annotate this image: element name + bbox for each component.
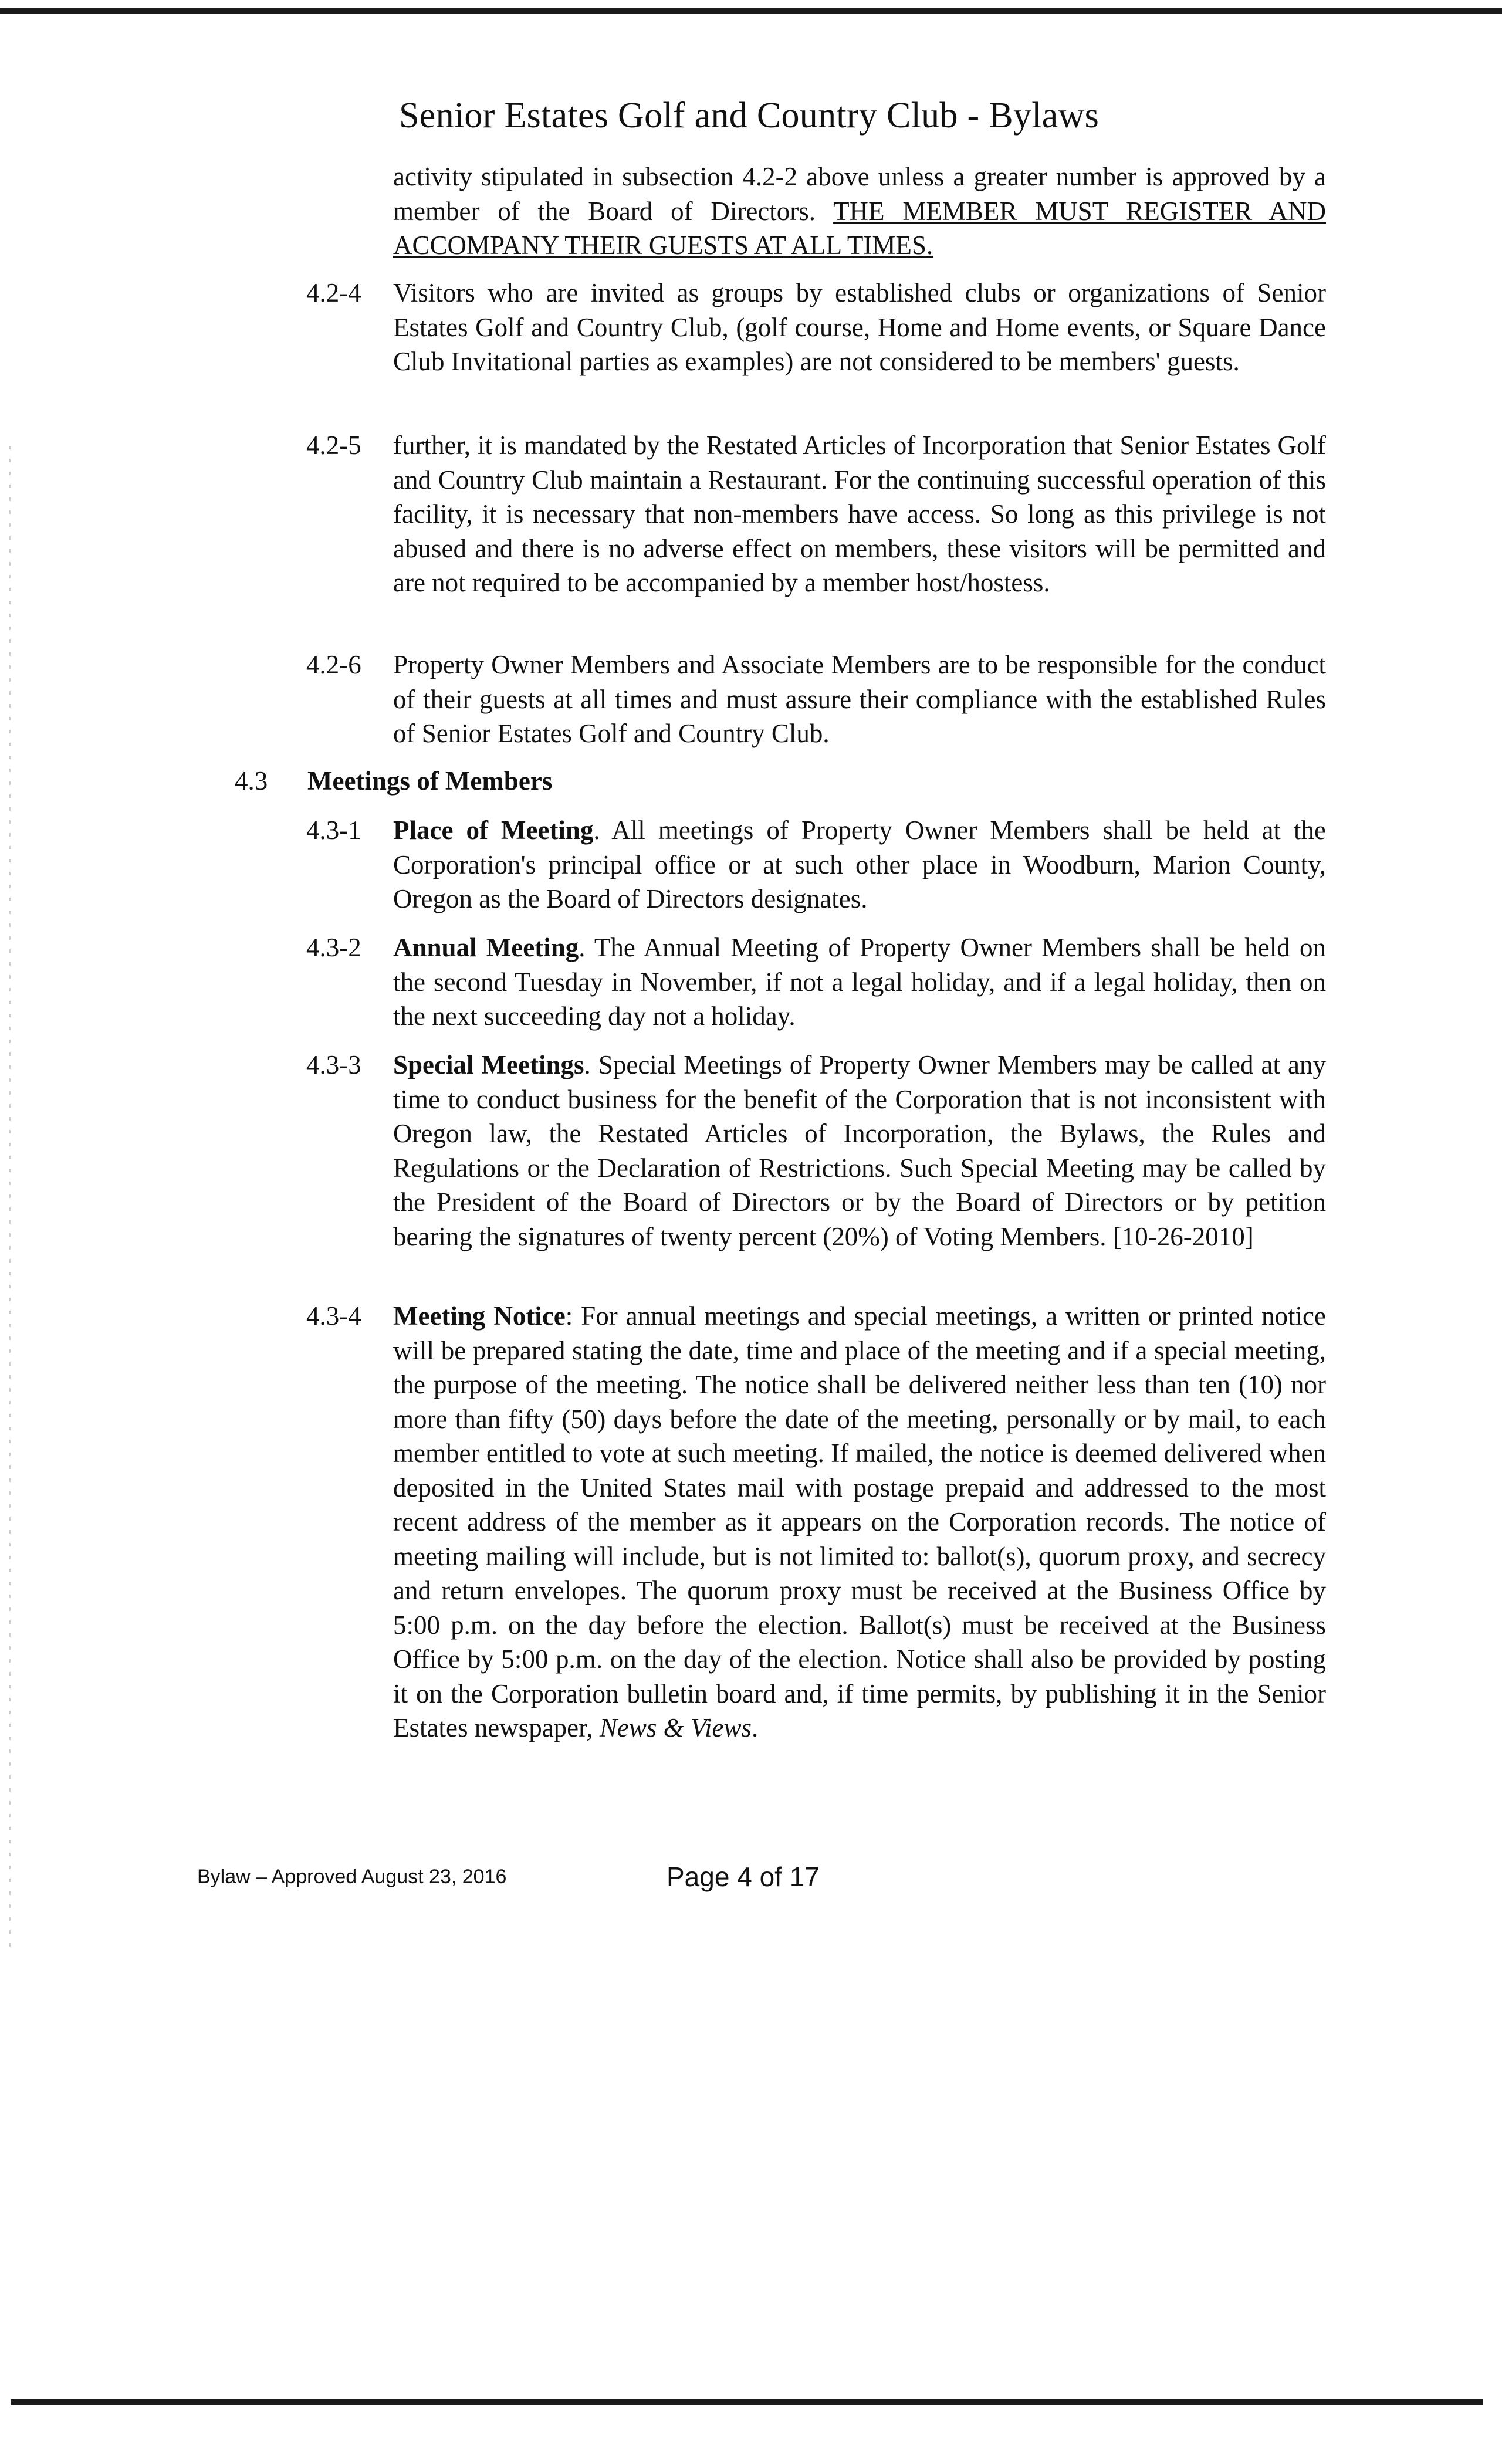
item-number-4-3-4: 4.3-4 [306, 1301, 361, 1331]
item-number-4-2-5: 4.2-5 [306, 431, 361, 460]
footer-page-number: Page 4 of 17 [667, 1861, 820, 1892]
item-number-4-3-2: 4.3-2 [306, 933, 361, 962]
item-heading-special-meetings: Special Meetings [393, 1050, 584, 1079]
item-text-4-3-3: . Special Meetings of Property Owner Members may be called at any time to conduct business for the benefit of the Corporation that is not inconsistent with Oregon law, the Restated Articles of Incorporation, the Bylaws, the Rules and Regulations or the Declaration of Restrictions. Such Special Meeting may be called by the President of the Board of Directors or by the Board of Directors or by petition bearing the signatures of twenty percent (20%) of Voting Members. [10-26-2010] [393, 1050, 1327, 1251]
item-text-4-2-5: further, it is mandated by the Restated Articles of Incorporation that Senior Estates Golf and Country Club maintain a Restaurant. For the continuing successful operation of this facility, it is necessary that non-members have access. So long as this privilege is not abused and there is no adverse effect on members, these visitors will be permitted and are not required to be accompanied by a member host/hostess. [393, 431, 1326, 597]
item-paragraph-4-3-3 [393, 1048, 1326, 1254]
item-number-4-3-1: 4.3-1 [306, 815, 361, 845]
scan-edge-artifact [9, 446, 11, 1948]
item-paragraph-4-3-2 [393, 930, 1326, 1034]
item-paragraph-4-3-4 [393, 1299, 1326, 1745]
item-heading-place-of-meeting: Place of Meeting [393, 815, 594, 845]
continuation-text: activity stipulated in subsection 4.2-2 above unless a greater number is approved by a member of the Board of Directors. [393, 162, 1326, 226]
item-text-4-2-4: Visitors who are invited as groups by established clubs or organizations of Senior Estates Golf and Country Club, (golf course, Home and Home events, or Square Dance Club Invitational parties as examples) are not considered to be members' guests. [393, 278, 1326, 376]
item-text-4-2-6: Property Owner Members and Associate Members are to be responsible for the conduct of their guests at all times and must assure their compliance with the established Rules of Senior Estates Golf and Country Club. [393, 650, 1326, 748]
item-number-4-2-4: 4.2-4 [306, 278, 361, 307]
bottom-scan-border [11, 2399, 1483, 2405]
continuation-paragraph [393, 160, 1326, 263]
item-heading-meeting-notice: Meeting Notice [393, 1301, 566, 1331]
item-text-4-3-4: : For annual meetings and special meetings, a written or printed notice will be prepared stating the date, time and place of the meeting and if a special meeting, the purpose of the meeting. The notice shall be delivered neither less than ten (10) nor more than fifty (50) days before the date of the meeting, personally or by mail, to each member entitled to vote at such meeting. If mailed, the notice is deemed delivered when deposited in the United States mail with postage prepaid and addressed to the most recent address of the member as it appears on the Corporation records. The notice of meeting mailing will include, but is not limited to: ballot(s), quorum proxy, and secrecy and return envelopes. The quorum proxy must be received at the Business Office by 5:00 p.m. on the day before the election. Ballot(s) must be received at the Business Office by 5:00 p.m. on the day of the election. Notice shall also be provided by posting it on the Corporation bulletin board and, if time permits, by publishing it in the Senior Estates newspaper, [393, 1301, 1326, 1742]
item-heading-annual-meeting: Annual Meeting [393, 933, 579, 962]
footer-approval-date: Bylaw – Approved August 23, 2016 [197, 1866, 507, 1888]
page-header-title: Senior Estates Golf and Country Club - Bylaws [399, 96, 1100, 136]
item-text-4-3-1: . All meetings of Property Owner Members shall be held at the Corporation's principal office or at such other place in Woodburn, Marion County, Oregon as the Board of Directors designates. [393, 815, 1327, 913]
continuation-underlined-text: THE MEMBER MUST REGISTER AND ACCOMPANY THEIR GUESTS AT ALL TIMES. [393, 196, 1327, 260]
newspaper-name: News & Views [599, 1713, 752, 1742]
item-number-4-3-3: 4.3-3 [306, 1050, 361, 1079]
section-number-4-3: 4.3 [235, 766, 268, 796]
item-text-4-3-4-end: . [752, 1713, 759, 1742]
top-scan-border [0, 8, 1502, 14]
item-text-4-3-2: . The Annual Meeting of Property Owner Members shall be held on the second Tuesday in November, if not a legal holiday, and if a legal holiday, then on the next succeeding day not a holiday. [393, 933, 1326, 1031]
section-title-4-3: Meetings of Members [307, 766, 553, 796]
item-number-4-2-6: 4.2-6 [306, 650, 361, 679]
item-paragraph-4-3-1 [393, 813, 1326, 916]
